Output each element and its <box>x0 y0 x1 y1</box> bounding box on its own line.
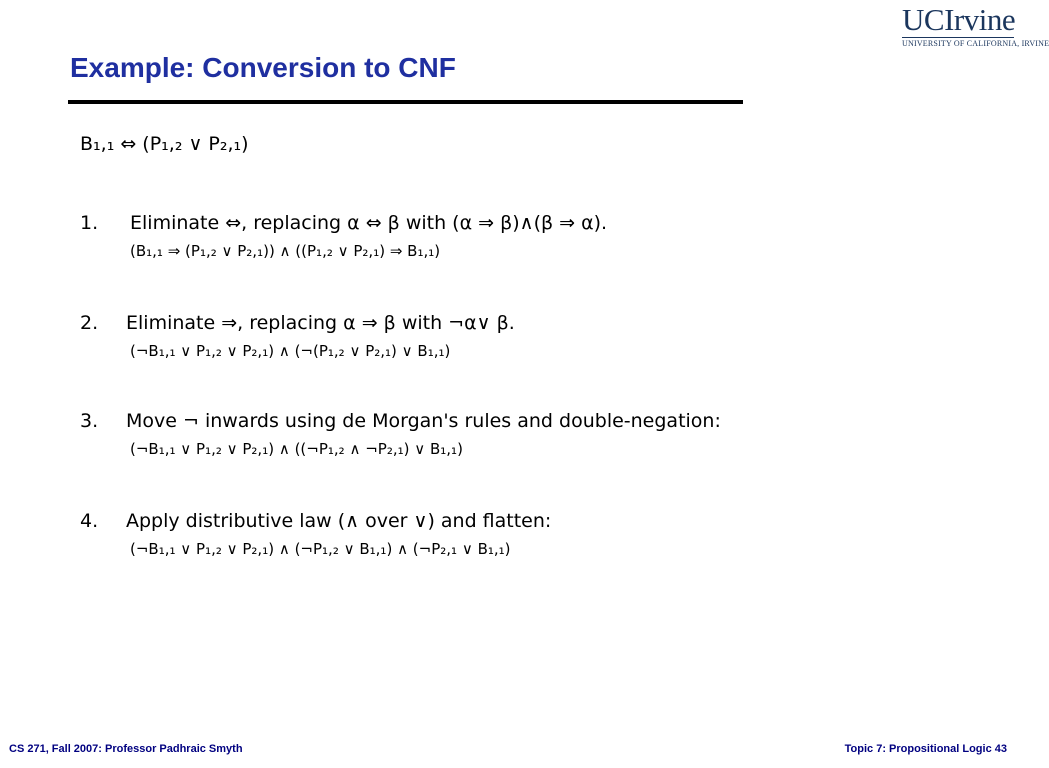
footer-course: CS 271, Fall 2007: Professor Padhraic Smyth <box>9 743 243 755</box>
step-2-instruction <box>80 312 515 334</box>
step-4-instruction <box>80 510 551 532</box>
step-2-result: (¬B₁,₁ ∨ P₁,₂ ∨ P₂,₁) ∧ (¬(P₁,₂ ∨ P₂,₁) ∨ B₁,₁) <box>130 342 451 360</box>
step-4-text: Apply distributive law (∧ over ∨) and flatten: <box>126 510 552 532</box>
logo-wordmark: UCIrvine <box>902 2 1016 37</box>
step-3-number: 3. <box>80 410 99 432</box>
step-1-result: (B₁,₁ ⇒ (P₁,₂ ∨ P₂,₁)) ∧ ((P₁,₂ ∨ P₂,₁) ⇒ B₁,₁) <box>130 242 441 260</box>
step-4-result: (¬B₁,₁ ∨ P₁,₂ ∨ P₂,₁) ∧ (¬P₁,₂ ∨ B₁,₁) ∧ (¬P₂,₁ ∨ B₁,₁) <box>130 540 511 558</box>
logo-subtitle: UNIVERSITY OF CALIFORNIA, IRVINE <box>902 39 1049 48</box>
step-2-number: 2. <box>80 312 99 334</box>
step-1-text: Eliminate ⇔, replacing α ⇔ β with (α ⇒ β)∧(β ⇒ α). <box>130 212 608 234</box>
step-3-instruction <box>80 410 721 432</box>
step-4-number: 4. <box>80 510 99 532</box>
initial-formula-text: B₁,₁ ⇔ (P₁,₂ ∨ P₂,₁) <box>80 133 249 155</box>
step-3-result: (¬B₁,₁ ∨ P₁,₂ ∨ P₂,₁) ∧ ((¬P₁,₂ ∧ ¬P₂,₁) ∨ B₁,₁) <box>130 440 463 458</box>
initial-formula <box>80 133 249 155</box>
step-1-number: 1. <box>80 212 99 234</box>
step-3-text: Move ¬ inwards using de Morgan's rules and double-negation: <box>126 410 721 432</box>
footer-topic: Topic 7: Propositional Logic 43 <box>844 743 1007 755</box>
step-1-instruction <box>80 212 607 234</box>
uci-logo <box>902 2 1049 48</box>
title-underline <box>68 100 743 104</box>
slide-title: Example: Conversion to CNF <box>70 52 456 83</box>
step-2-text: Eliminate ⇒, replacing α ⇒ β with ¬α∨ β. <box>126 312 515 334</box>
